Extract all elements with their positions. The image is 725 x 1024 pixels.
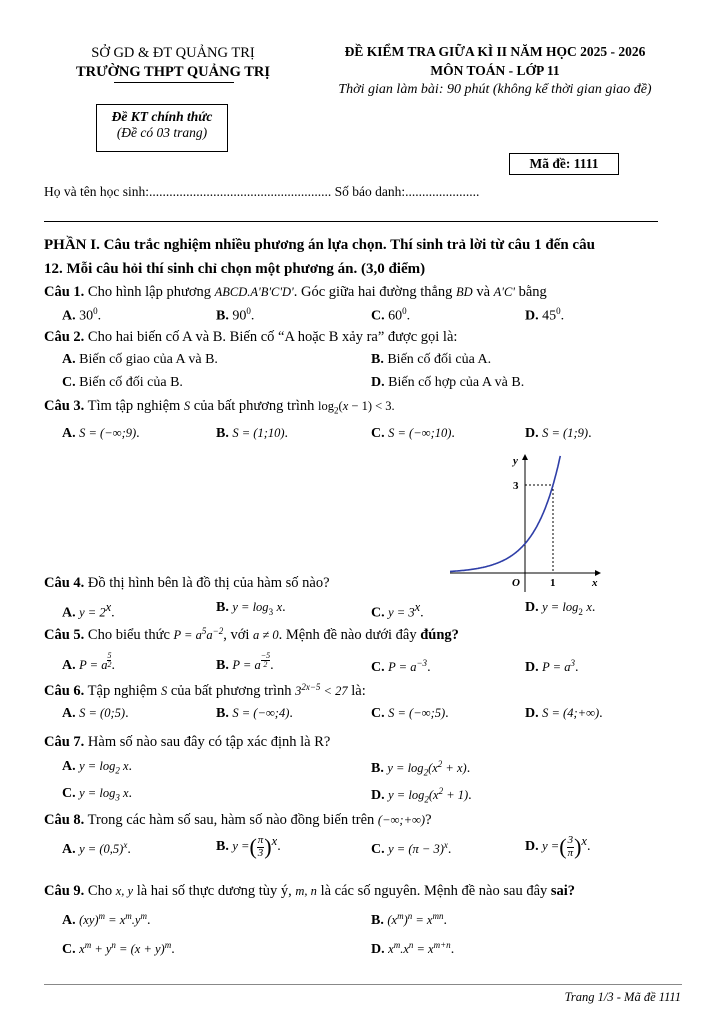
- question-2: Câu 2. Cho hai biến cố A và B. Biến cố “A hoặc B xảy ra” được gọi là:: [44, 329, 458, 345]
- q2-option-b[interactable]: B. Biến cố đối của A.: [371, 352, 492, 367]
- q5-option-b[interactable]: B. P = a $\frac{-5}{2}$ .: [216, 651, 274, 673]
- subject-title: MÔN TOÁN - LỚP 11: [430, 63, 560, 78]
- q4-option-c[interactable]: C. $y = 3^x$.: [371, 600, 424, 621]
- school-underline: [114, 82, 234, 83]
- q9-option-c[interactable]: C. $x^m + y^n = (x + y)^m$.: [62, 940, 175, 958]
- q7-option-c[interactable]: C. $y = \log_3 x$.: [62, 786, 133, 803]
- header-divider: [44, 221, 658, 222]
- question-8: Câu 8. Trong các hàm số sau, hàm số nào đồng biến trên (−∞;+∞)?: [44, 812, 432, 828]
- school-name: TRƯỜNG THPT QUẢNG TRỊ: [75, 64, 271, 80]
- y-tick-label: 3: [513, 480, 519, 492]
- question-5: Câu 5. Cho biểu thức $P = a^5a^{-2}$, với a ≠ 0. Mệnh đề nào dưới đây đúng?: [44, 626, 459, 644]
- x-tick-label: 1: [550, 577, 556, 589]
- q9-option-a[interactable]: A. $(xy)^m = x^m.y^m$.: [62, 911, 151, 929]
- q3-option-a[interactable]: A. S = (−∞;9).: [62, 426, 140, 441]
- page-footer: Trang 1/3 - Mã đề 1111: [564, 990, 681, 1004]
- q6-option-c[interactable]: C. S = (−∞;5).: [371, 706, 449, 721]
- question-4: Câu 4. Đồ thị hình bên là đồ thị của hàm số nào?: [44, 575, 330, 591]
- exam-title: ĐỀ KIỂM TRA GIỮA KÌ II NĂM HỌC 2025 - 2026: [344, 44, 646, 59]
- y-axis-label: y: [513, 455, 518, 467]
- q7-option-d[interactable]: D. $y = \log_2(x^2 + 1)$.: [371, 786, 472, 805]
- pages-note: (Đề có 03 trang): [116, 125, 208, 140]
- q6-option-a[interactable]: A. S = (0;5).: [62, 706, 129, 721]
- q2-option-d[interactable]: D. Biến cố hợp của A và B.: [371, 375, 525, 390]
- official-box: [96, 104, 228, 152]
- q1-option-c[interactable]: C. $60^0$.: [371, 306, 411, 324]
- exponential-graph: [450, 450, 605, 595]
- question-7: Câu 7. Hàm số nào sau đây có tập xác định là R?: [44, 734, 331, 750]
- q8-option-d[interactable]: D. y =( $\frac{3}{\pi}$ )$^x$.: [525, 833, 591, 859]
- q9-option-d[interactable]: D. $x^m.x^n = x^{m+n}$.: [371, 940, 455, 958]
- q8-option-a[interactable]: A. $y = (0,5)^x$.: [62, 840, 131, 858]
- q4-option-a[interactable]: A. $y = 2^x$.: [62, 600, 115, 621]
- x-axis-label: x: [592, 577, 598, 589]
- q9-option-b[interactable]: B. $(x^m)^n = x^{mn}$.: [371, 911, 447, 929]
- question-3: Câu 3. Tìm tập nghiệm S của bất phương trình $\log_2(x - 1) < 3$.: [44, 398, 395, 416]
- time-note: Thời gian làm bài: 90 phút (không kể thời gian giao đề): [338, 82, 652, 97]
- part1-line1: PHẦN I. Câu trắc nghiệm nhiều phương án lựa chọn. Thí sinh trả lời từ câu 1 đến câu: [44, 237, 595, 253]
- q1-option-d[interactable]: D. $45^0$.: [525, 306, 565, 324]
- question-1: Câu 1. Cho hình lập phương ABCD.A'B'C'D'. Góc giữa hai đường thẳng BD và A'C' bằng: [44, 284, 547, 300]
- function-curve: [450, 456, 560, 572]
- q3-option-c[interactable]: C. S = (−∞;10).: [371, 426, 455, 441]
- exam-code-box: Mã đề: 1111: [509, 153, 619, 175]
- part1-line2: 12. Mỗi câu hỏi thí sinh chỉ chọn một phương án. (3,0 điểm): [44, 261, 426, 277]
- q1-option-a[interactable]: A. $30^0$.: [62, 306, 102, 324]
- q7-option-a[interactable]: A. $y = \log_2 x$.: [62, 759, 133, 776]
- q6-option-d[interactable]: D. S = (4;+∞).: [525, 706, 603, 721]
- q5-option-d[interactable]: D. $P = a^3$.: [525, 658, 579, 676]
- q5-option-c[interactable]: C. $P = a^{-3}$.: [371, 658, 431, 676]
- q5-option-a[interactable]: A. P = a $\frac{5}{2}$ .: [62, 651, 115, 673]
- q3-option-d[interactable]: D. S = (1;9).: [525, 426, 592, 441]
- q6-option-b[interactable]: B. S = (−∞;4).: [216, 706, 293, 721]
- footer-divider: [44, 984, 682, 985]
- q7-option-b[interactable]: B. $y = \log_2(x^2 + x)$.: [371, 759, 471, 778]
- q4-option-d[interactable]: D. $y = \log_2 x$.: [525, 600, 596, 617]
- q4-option-b[interactable]: B. $y = \log_3 x$.: [216, 600, 286, 617]
- student-info-line: Họ và tên học sinh:...................................................... Số báo danh:......................: [44, 184, 480, 199]
- q1-option-b[interactable]: B. $90^0$.: [216, 306, 255, 324]
- question-6: Câu 6. Tập nghiệm S của bất phương trình $3^{2x-5} < 27$ là:: [44, 682, 366, 700]
- origin-label: O: [512, 577, 520, 589]
- question-9: Câu 9. Cho x, y là hai số thực dương tùy ý, m, n là các số nguyên. Mệnh đề nào sau đây sai?: [44, 883, 576, 899]
- q2-option-a[interactable]: A. Biến cố giao của A và B.: [62, 352, 218, 367]
- q8-option-c[interactable]: C. $y = (\pi - 3)^x$.: [371, 840, 452, 858]
- q8-option-b[interactable]: B. y =( $\frac{\pi}{3}$ )$^x$.: [216, 833, 281, 859]
- department-name: SỞ GD & ĐT QUẢNG TRỊ: [91, 45, 255, 61]
- q2-option-c[interactable]: C. Biến cố đối của B.: [62, 375, 183, 390]
- q3-option-b[interactable]: B. S = (1;10).: [216, 426, 289, 441]
- official-label: Đề KT chính thức: [111, 109, 213, 124]
